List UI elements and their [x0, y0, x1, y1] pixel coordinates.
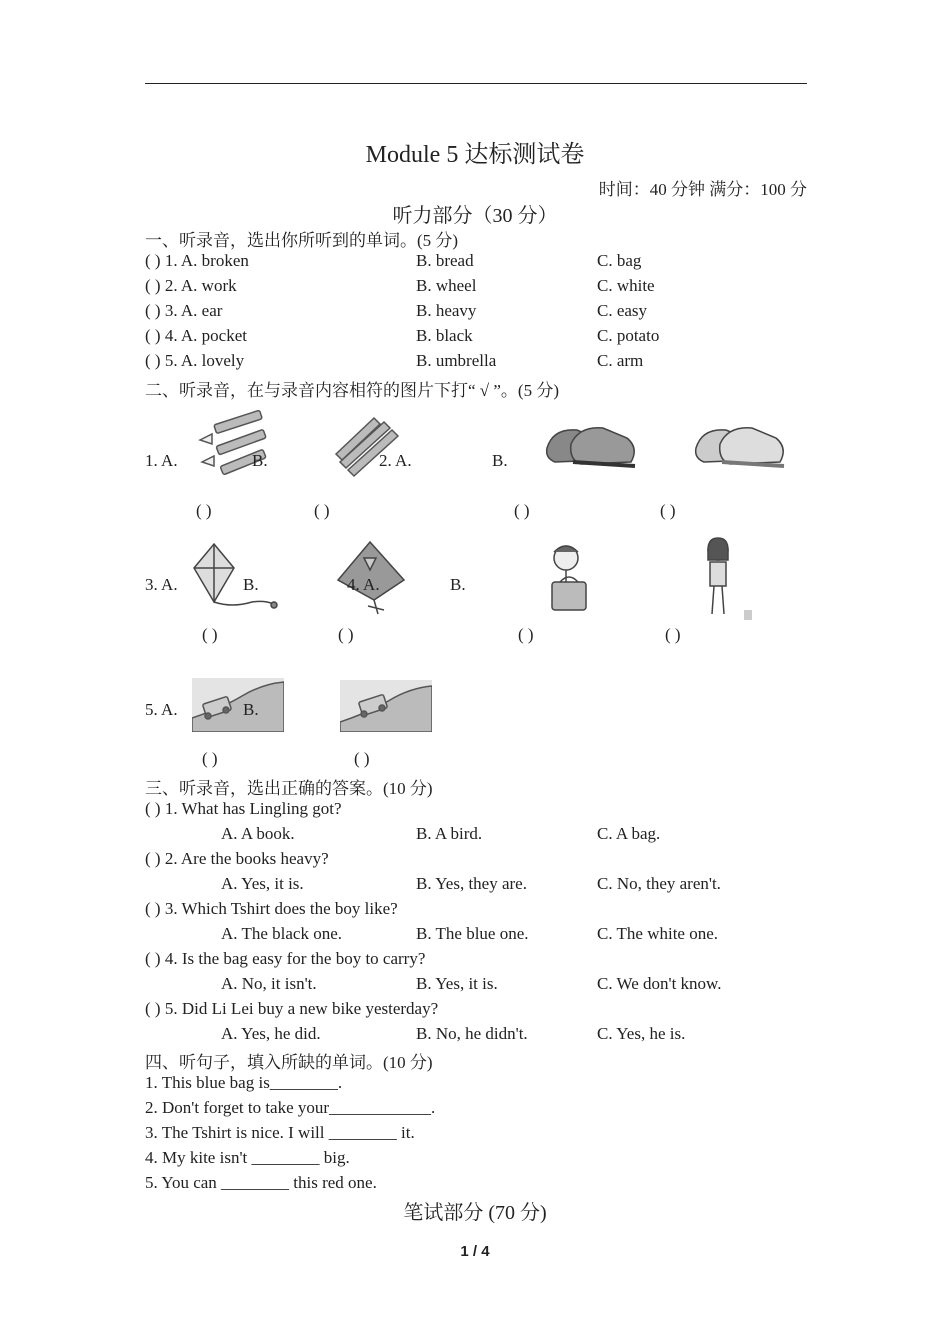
- s2-label-4a: 4. A.: [347, 575, 380, 594]
- s3-q4-c: C. We don't know.: [597, 974, 722, 993]
- s2-label-3b: B.: [243, 575, 259, 594]
- s3-q2-b: B. Yes, they are.: [416, 874, 527, 893]
- s4-q5: 5. You can ________ this red one.: [145, 1173, 377, 1192]
- listening-header: 听力部分（30 分）: [392, 205, 558, 227]
- s1-q5-b: B. umbrella: [416, 351, 497, 370]
- girl-standing-picture: [700, 536, 754, 624]
- s3-q3-c: C. The white one.: [597, 924, 719, 943]
- s3-q3-b: B. The blue one.: [416, 924, 529, 943]
- s1-q5-c: C. arm: [597, 351, 644, 370]
- s1-q1-c: C. bag: [597, 251, 642, 270]
- section-4-heading: 四、听句子，填入所缺的单词。(10 分): [145, 1053, 433, 1072]
- answer-paren[interactable]: ( ): [514, 501, 530, 520]
- answer-paren[interactable]: ( ): [354, 749, 370, 768]
- section-2-heading: 二、听录音，在与录音内容相符的图片下打“ √ ”。(5 分): [145, 381, 559, 400]
- s2-label-2b: B.: [492, 451, 508, 470]
- s3-q5-c: C. Yes, he is.: [597, 1024, 686, 1043]
- answer-paren[interactable]: ( ): [518, 625, 534, 644]
- s4-q2: 2. Don't forget to take your____________.: [145, 1098, 436, 1117]
- page-number: 1 / 4: [460, 1243, 490, 1260]
- s3-q3-a: A. The black one.: [221, 924, 343, 943]
- answer-paren[interactable]: ( ): [665, 625, 681, 644]
- s4-q4: 4. My kite isn't ________ big.: [145, 1148, 350, 1167]
- s1-q3-b: B. heavy: [416, 301, 477, 320]
- s3-q1: ( ) 1. What has Lingling got?: [145, 799, 342, 818]
- s1-q4-b: B. black: [416, 326, 473, 345]
- s3-q2-c: C. No, they aren't.: [597, 874, 721, 893]
- answer-paren[interactable]: ( ): [202, 749, 218, 768]
- page-title: Module 5 达标测试卷: [365, 142, 585, 168]
- s1-q2: ( ) 2. A. work: [145, 276, 237, 295]
- written-header: 笔试部分 (70 分): [403, 1202, 547, 1224]
- shoes-clean-picture: [692, 418, 788, 476]
- exam-meta: 时间：40 分钟 满分：100 分: [598, 180, 807, 199]
- top-rule: [145, 83, 807, 84]
- s3-q5-a: A. Yes, he did.: [221, 1024, 321, 1043]
- s3-q3: ( ) 3. Which Tshirt does the boy like?: [145, 899, 398, 918]
- s1-q5: ( ) 5. A. lovely: [145, 351, 245, 370]
- section-3-heading: 三、听录音，选出正确的答案。(10 分): [145, 779, 433, 798]
- s3-q2: ( ) 2. Are the books heavy?: [145, 849, 329, 868]
- s3-q4: ( ) 4. Is the bag easy for the boy to carry?: [145, 949, 426, 968]
- car-uphill-picture: [192, 678, 284, 732]
- section-1-heading: 一、听录音，选出你所听到的单词。(5 分): [145, 231, 459, 250]
- kite-picture: [192, 542, 282, 614]
- s2-label-4b: B.: [450, 575, 466, 594]
- s2-label-1a: 1. A.: [145, 451, 178, 470]
- s1-q4: ( ) 4. A. pocket: [145, 326, 247, 345]
- answer-paren[interactable]: ( ): [338, 625, 354, 644]
- s2-label-2a: 2. A.: [379, 451, 412, 470]
- s3-q1-a: A. A book.: [221, 824, 295, 843]
- s4-q1: 1. This blue bag is________.: [145, 1073, 343, 1092]
- answer-paren[interactable]: ( ): [202, 625, 218, 644]
- s3-q1-c: C. A bag.: [597, 824, 661, 843]
- answer-paren[interactable]: ( ): [660, 501, 676, 520]
- girl-carrying-bag-picture: [540, 540, 602, 614]
- s3-q4-b: B. Yes, it is.: [416, 974, 498, 993]
- s2-label-1b: B.: [252, 451, 268, 470]
- s1-q3-c: C. easy: [597, 301, 648, 320]
- s2-label-5a: 5. A.: [145, 700, 178, 719]
- s1-q1-b: B. bread: [416, 251, 474, 270]
- s3-q1-b: B. A bird.: [416, 824, 483, 843]
- s2-label-3a: 3. A.: [145, 575, 178, 594]
- s3-q5-b: B. No, he didn't.: [416, 1024, 528, 1043]
- s1-q2-c: C. white: [597, 276, 655, 295]
- shoes-dirty-picture: [543, 418, 639, 476]
- s1-q3: ( ) 3. A. ear: [145, 301, 223, 320]
- s3-q5: ( ) 5. Did Li Lei buy a new bike yesterday?: [145, 999, 439, 1018]
- car-downhill-picture: [340, 680, 432, 732]
- s1-q1: ( ) 1. A. broken: [145, 251, 249, 270]
- s1-q2-b: B. wheel: [416, 276, 477, 295]
- answer-paren[interactable]: ( ): [314, 501, 330, 520]
- s3-q2-a: A. Yes, it is.: [221, 874, 304, 893]
- s1-q4-c: C. potato: [597, 326, 660, 345]
- s4-q3: 3. The Tshirt is nice. I will ________ it.: [145, 1123, 415, 1142]
- answer-paren[interactable]: ( ): [196, 501, 212, 520]
- s2-label-5b: B.: [243, 700, 259, 719]
- s3-q4-a: A. No, it isn't.: [221, 974, 317, 993]
